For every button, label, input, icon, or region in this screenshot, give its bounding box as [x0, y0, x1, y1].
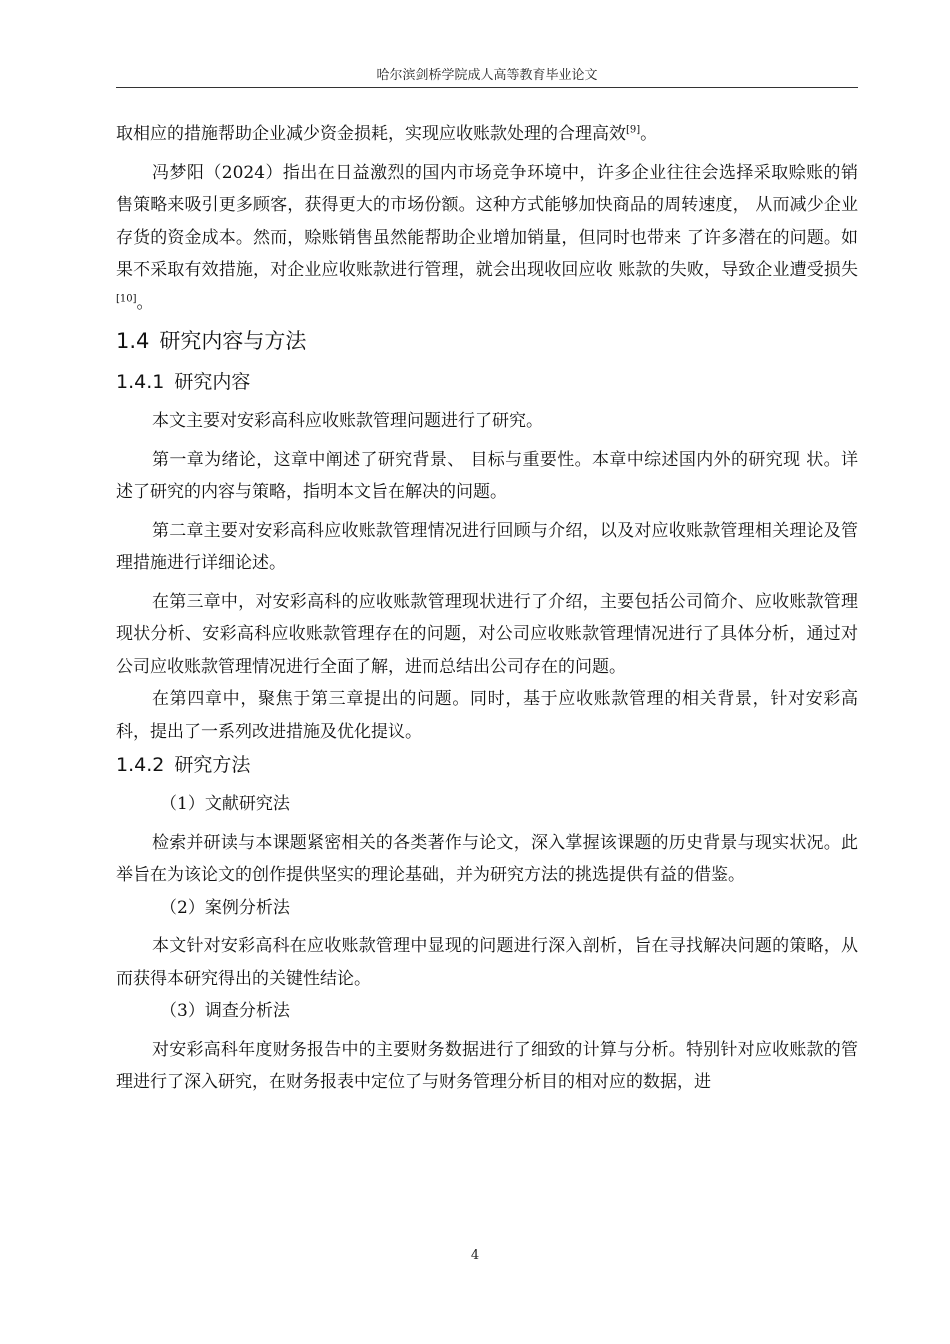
- citation-ref: [10]: [116, 292, 137, 304]
- header-rule: [116, 87, 858, 88]
- paragraph: 第二章主要对安彩高科应收账款管理情况进行回顾与介绍，以及对应收账款管理相关理论及管理措施进行详细论述。: [116, 520, 858, 573]
- paragraph: 本文主要对安彩高科应收账款管理问题进行了研究。: [152, 411, 543, 431]
- paragraph: 在第四章中，聚焦于第三章提出的问题。同时，基于应收账款管理的相关背景，针对安彩高科，提出了一系列改进措施及优化提议。: [116, 689, 858, 742]
- paragraph: 检索并研读与本课题紧密相关的各类著作与论文，深入掌握该课题的历史背景与现实状况。此举旨在为该论文的创作提供坚实的理论基础，并为研究方法的挑选提供有益的借鉴。: [116, 832, 858, 885]
- paragraph: 对安彩高科年度财务报告中的主要财务数据进行了细致的计算与分析。特别针对应收账款的管理进行了深入研究，在财务报表中定位了与财务管理分析目的相对应的数据，进: [116, 1039, 858, 1092]
- paragraph: 第一章为绪论，这章中阐述了研究背景、 目标与重要性。本章中综述国内外的研究现 状。详述了研究的内容与策略，指明本文旨在解决的问题。: [116, 449, 858, 502]
- citation-ref: [9]: [626, 124, 641, 136]
- paragraph: 冯梦阳（2024）指出在日益激烈的国内市场竞争环境中，许多企业往往会选择采取赊账的销售策略来吸引更多顾客，获得更大的市场份额。这种方式能够加快商品的周转速度， 从而减少企业存货的资金成本。然而，赊账销售虽然能帮助企业增加销量，但同时也带来 了许多潜在的问题。如果不采取有效措施，对企业应收账款进行管理，就会出现收回应收 账款的失败，导致企业遭受损失[10]。: [116, 162, 858, 313]
- paragraph-continued: 取相应的措施帮助企业减少资金损耗，实现应收账款处理的合理高效[9]。: [116, 124, 658, 144]
- method-label: （3）调查分析法: [160, 1001, 290, 1021]
- paragraph: 在第三章中，对安彩高科的应收账款管理现状进行了介绍，主要包括公司简介、应收账款管理现状分析、安彩高科应收账款管理存在的问题，对公司应收账款管理情况进行了具体分析，通过对公司应收账款管理情况进行全面了解，进而总结出公司存在的问题。: [116, 591, 858, 677]
- page-header: 哈尔滨剑桥学院成人高等教育毕业论文: [376, 68, 598, 83]
- paragraph: 本文针对安彩高科在应收账款管理中显现的问题进行深入剖析，旨在寻找解决问题的策略，从而获得本研究得出的关键性结论。: [116, 936, 858, 989]
- subsection-heading-1-4-2: 1.4.2 研究方法: [116, 754, 251, 776]
- section-heading-1-4: 1.4 研究内容与方法: [116, 329, 307, 353]
- page-content: [116, 118, 858, 1099]
- subsection-heading-1-4-1: 1.4.1 研究内容: [116, 371, 251, 393]
- method-label: （2）案例分析法: [160, 897, 290, 918]
- method-label: （1）文献研究法: [160, 794, 290, 814]
- page-number: 4: [470, 1248, 480, 1263]
